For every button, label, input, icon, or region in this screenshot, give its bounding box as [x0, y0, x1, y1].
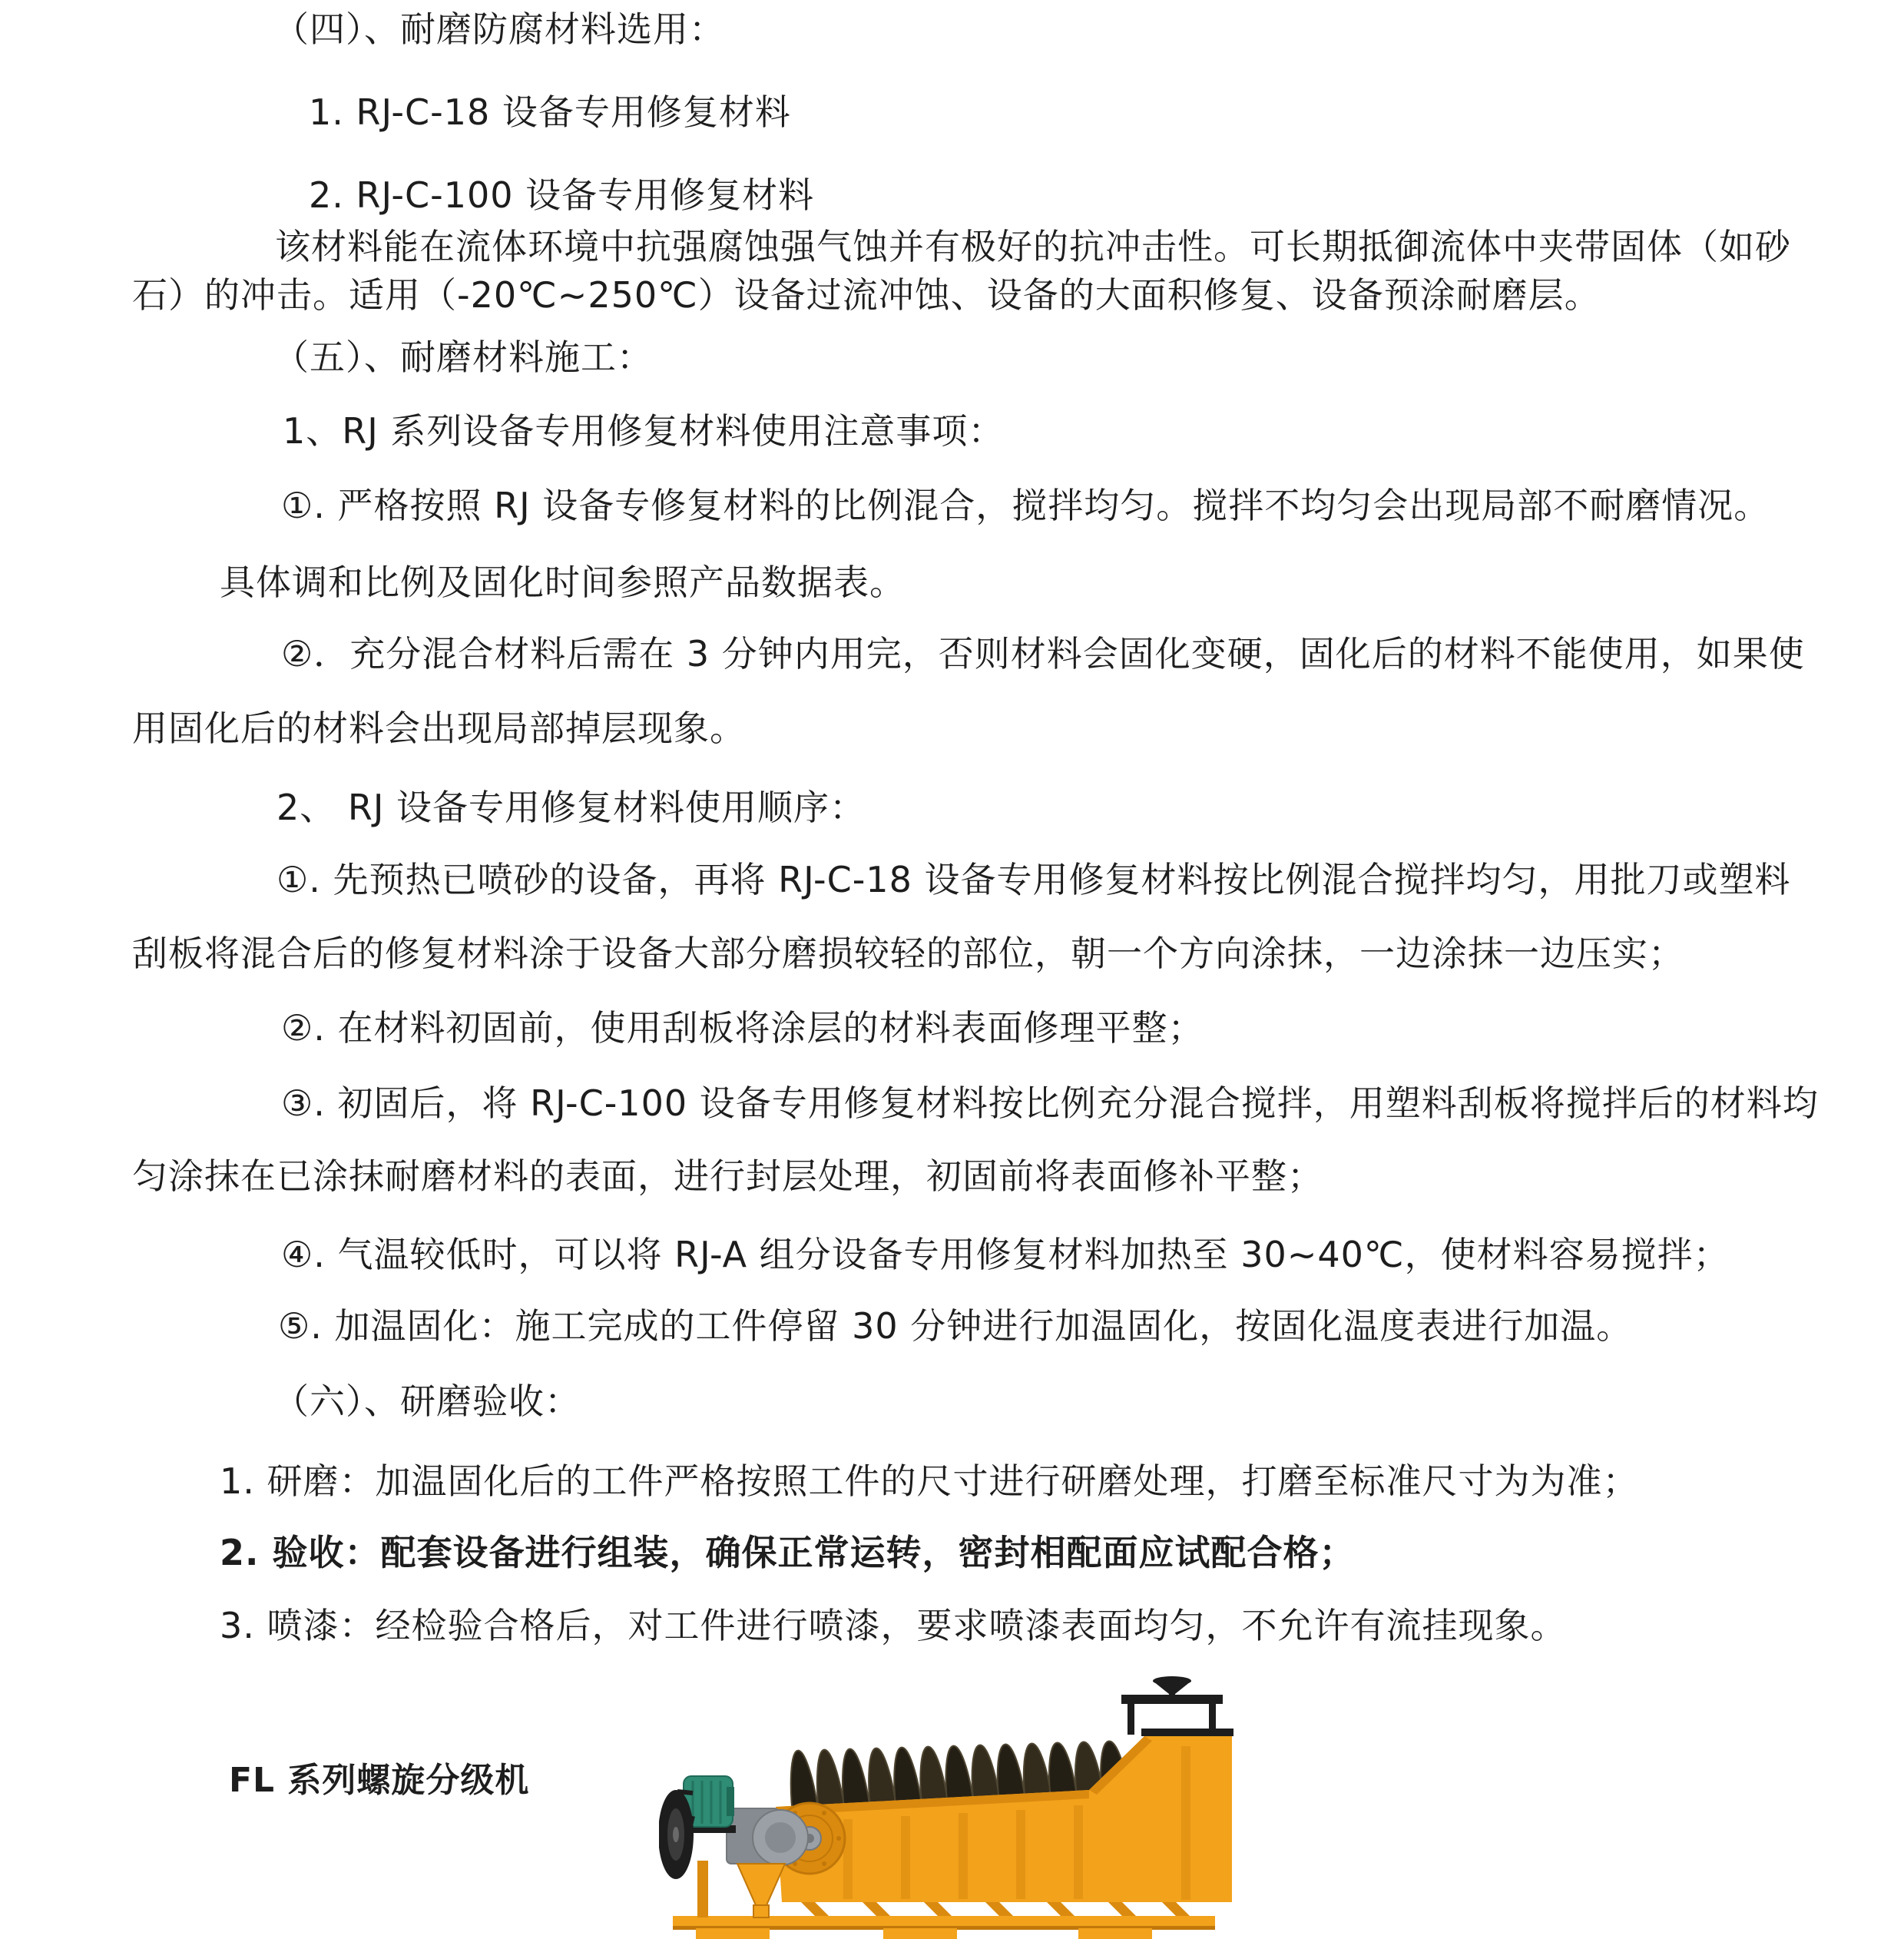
- support-gussets: [801, 1902, 1190, 1916]
- text-line: 用固化后的材料会出现局部掉层现象。: [132, 708, 746, 749]
- text-line: ⑤. 加温固化：施工完成的工件停留 30 分钟进行加温固化，按固化温度表进行加温。: [278, 1305, 1633, 1347]
- section-heading-5: （五）、耐磨材料施工：: [273, 336, 653, 378]
- feed-stand: [1121, 1676, 1223, 1735]
- text-line: ②. 在材料初固前，使用刮板将涂层的材料表面修理平整；: [281, 1007, 1204, 1049]
- text-line: 3. 喷漆：经检验合格后，对工件进行喷漆，要求喷漆表面均匀，不允许有流挂现象。: [220, 1605, 1567, 1646]
- spiral-classifier-svg: [659, 1673, 1250, 1939]
- text-line: 1. 研磨：加温固化后的工件严格按照工件的尺寸进行研磨处理，打磨至标准尺寸为为准；: [220, 1460, 1639, 1502]
- text-line: 1. RJ-C-18 设备专用修复材料: [309, 91, 791, 133]
- gearbox: [727, 1808, 808, 1865]
- text-line: 2. RJ-C-100 设备专用修复材料: [309, 174, 815, 216]
- text-line: 石）的冲击。适用（-20℃~250℃）设备过流冲蚀、设备的大面积修复、设备预涂耐磨层。: [132, 274, 1601, 316]
- base-frame: [673, 1916, 1215, 1939]
- discharge-funnel: [697, 1861, 785, 1917]
- text-line: ①. 严格按照 RJ 设备专修复材料的比例混合，搅拌均匀。搅拌不均匀会出现局部不耐磨情况。: [281, 485, 1770, 526]
- text-line: 该材料能在流体环境中抗强腐蚀强气蚀并有极好的抗冲击性。可长期抵御流体中夹带固体（如砂: [275, 226, 1791, 267]
- text-line: 匀涂抹在已涂抹耐磨材料的表面，进行封层处理，初固前将表面修补平整；: [132, 1155, 1323, 1197]
- text-line: 刮板将混合后的修复材料涂于设备大部分磨损较轻的部位，朝一个方向涂抹，一边涂抹一边压实；: [132, 933, 1684, 974]
- section-heading-6: （六）、研磨验收：: [273, 1381, 581, 1422]
- spiral-classifier-image: [659, 1673, 1250, 1939]
- text-line: 1、RJ 系列设备专用修复材料使用注意事项：: [283, 410, 1005, 452]
- text-line: 2. 验收：配套设备进行组装，确保正常运转，密封相配面应试配合格；: [220, 1532, 1356, 1573]
- text-line: 2、 RJ 设备专用修复材料使用顺序：: [276, 787, 866, 828]
- text-line: ②．充分混合材料后需在 3 分钟内用完，否则材料会固化变硬，固化后的材料不能使用，如果使: [281, 633, 1805, 675]
- text-line: ③. 初固后，将 RJ-C-100 设备专用修复材料按比例充分混合搅拌，用塑料刮板将搅拌后的材料均: [281, 1082, 1819, 1124]
- text-line: ④. 气温较低时，可以将 RJ-A 组分设备专用修复材料加热至 30~40℃，使材料容易搅拌；: [281, 1234, 1730, 1275]
- text-line: 具体调和比例及固化时间参照产品数据表。: [220, 562, 906, 603]
- text-line: ①. 先预热已喷砂的设备，再将 RJ-C-18 设备专用修复材料按比例混合搅拌均匀，用批刀或塑料: [276, 859, 1791, 900]
- section-heading-4: （四）、耐磨防腐材料选用：: [273, 8, 725, 50]
- figure-caption: FL 系列螺旋分级机: [229, 1761, 530, 1800]
